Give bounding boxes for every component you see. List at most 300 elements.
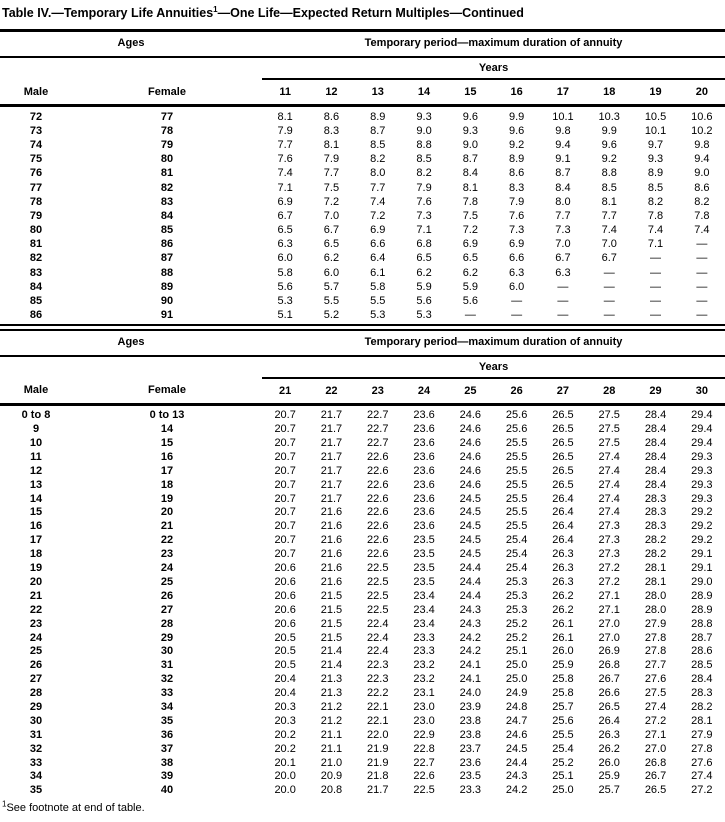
- multiple-value-cell: 8.8: [416, 138, 432, 151]
- multiple-value-cell: 8.1: [323, 138, 340, 151]
- age-row: [0, 106, 725, 125]
- multiple-value-cell: 6.0: [323, 266, 340, 279]
- multiple-value-cell: 28.1: [644, 575, 667, 588]
- multiple-value-cell: 26.9: [598, 645, 620, 658]
- multiple-value-cell: 20.7: [274, 423, 296, 436]
- multiple-value-cell: 22.4: [367, 631, 389, 644]
- age-row: [0, 450, 725, 464]
- multiple-value-cell: 21.7: [320, 409, 343, 422]
- period-group-header: Temporary period—maximum duration of annuity: [262, 31, 725, 58]
- multiple-value-cell: 5.3: [416, 309, 432, 322]
- multiple-value-cell: 8.2: [647, 195, 664, 208]
- age-row: [0, 576, 725, 590]
- multiple-value-cell: 22.5: [367, 575, 389, 588]
- multiple-value-cell: 28.4: [691, 673, 713, 686]
- multiple-value-cell: 10.2: [691, 124, 713, 137]
- female-age-cell: 80: [160, 153, 174, 166]
- multiple-value-cell: 20.6: [274, 603, 296, 616]
- age-row: [0, 238, 725, 252]
- multiple-value-cell: 20.7: [274, 492, 296, 505]
- multiple-value-cell: 24.9: [505, 687, 528, 700]
- multiple-value-cell: 24.4: [459, 562, 482, 575]
- multiple-value-cell: 22.6: [367, 478, 389, 491]
- annuity-table-years-11-20: [0, 29, 725, 323]
- multiple-value-cell: 21.6: [320, 575, 343, 588]
- multiple-value-cell: 9.4: [694, 153, 710, 166]
- multiple-value-cell: 8.4: [555, 181, 571, 194]
- multiple-value-cell: 26.1: [552, 617, 574, 630]
- multiple-value-cell: 25.2: [552, 756, 574, 769]
- multiple-value-cell: 27.1: [644, 728, 667, 741]
- age-row: [0, 756, 725, 770]
- age-row: [0, 464, 725, 478]
- male-age-cell: 35: [29, 784, 43, 797]
- year-column-header: 29: [632, 378, 678, 405]
- multiple-value-cell: 22.6: [367, 534, 389, 547]
- multiple-value-cell: 23.0: [413, 714, 435, 727]
- female-age-cell: 90: [160, 295, 174, 308]
- multiple-value-cell: 7.8: [462, 195, 478, 208]
- multiple-value-cell: 8.9: [370, 110, 386, 123]
- multiple-value-cell: 23.4: [413, 617, 435, 630]
- female-age-cell: 82: [160, 181, 174, 194]
- multiple-value-cell: 29.4: [691, 437, 713, 450]
- male-age-cell: 23: [29, 617, 43, 630]
- multiple-value-cell: 22.4: [367, 645, 389, 658]
- multiple-value-cell: —: [650, 280, 662, 293]
- multiple-value-cell: 26.7: [598, 673, 620, 686]
- female-age-cell: 86: [160, 238, 174, 251]
- multiple-value-cell: 22.1: [367, 714, 389, 727]
- multiple-value-cell: 27.3: [598, 520, 620, 533]
- female-age-cell: 78: [160, 124, 174, 137]
- multiple-value-cell: 27.9: [644, 617, 667, 630]
- table-body: [0, 106, 725, 323]
- multiple-value-cell: 8.2: [370, 153, 386, 166]
- multiple-value-cell: 23.2: [413, 673, 435, 686]
- multiple-value-cell: 26.5: [552, 450, 574, 463]
- multiple-value-cell: 27.4: [598, 506, 620, 519]
- multiple-value-cell: 28.4: [644, 437, 667, 450]
- multiple-value-cell: 26.2: [598, 742, 620, 755]
- multiple-value-cell: 26.5: [552, 464, 574, 477]
- multiple-value-cell: 22.4: [367, 617, 389, 630]
- multiple-value-cell: 7.7: [370, 181, 386, 194]
- multiple-value-cell: 29.1: [691, 548, 713, 561]
- multiple-value-cell: 7.7: [323, 167, 340, 180]
- multiple-value-cell: 8.6: [694, 181, 710, 194]
- multiple-value-cell: 20.7: [274, 409, 296, 422]
- multiple-value-cell: 5.5: [323, 295, 340, 308]
- multiple-value-cell: 8.2: [416, 167, 432, 180]
- multiple-value-cell: 21.9: [367, 742, 389, 755]
- multiple-value-cell: 5.3: [370, 309, 386, 322]
- multiple-value-cell: 9.4: [555, 138, 571, 151]
- female-age-cell: 19: [160, 492, 174, 505]
- multiple-value-cell: 6.3: [508, 266, 525, 279]
- multiple-value-cell: 20.9: [320, 770, 343, 783]
- multiple-value-cell: 24.4: [459, 589, 482, 602]
- age-row: [0, 603, 725, 617]
- multiple-value-cell: 27.4: [644, 700, 667, 713]
- multiple-value-cell: 8.2: [694, 195, 710, 208]
- multiple-value-cell: 23.5: [413, 575, 435, 588]
- column-header-row: [0, 378, 725, 405]
- table-title-main: Table IV.—Temporary Life Annuities: [2, 6, 214, 20]
- multiple-value-cell: 29.4: [691, 423, 713, 436]
- male-age-cell: 9: [32, 423, 40, 436]
- multiple-value-cell: 25.5: [505, 492, 528, 505]
- annuity-table-years-21-30: [0, 331, 725, 798]
- multiple-value-cell: 22.7: [413, 756, 435, 769]
- multiple-value-cell: 24.3: [505, 770, 528, 783]
- multiple-value-cell: 28.3: [691, 687, 713, 700]
- multiple-value-cell: 20.5: [274, 631, 296, 644]
- multiple-value-cell: 6.9: [462, 238, 478, 251]
- multiple-value-cell: 24.6: [459, 450, 482, 463]
- multiple-value-cell: 27.4: [598, 492, 620, 505]
- age-row: [0, 224, 725, 238]
- multiple-value-cell: 20.6: [274, 562, 296, 575]
- year-column-header: 22: [308, 378, 354, 405]
- multiple-value-cell: 22.5: [413, 784, 435, 797]
- year-column-header: 18: [586, 79, 632, 106]
- multiple-value-cell: 8.6: [508, 167, 525, 180]
- multiple-value-cell: 22.7: [367, 409, 389, 422]
- multiple-value-cell: 8.5: [370, 138, 386, 151]
- multiple-value-cell: 8.6: [323, 110, 340, 123]
- multiple-value-cell: 27.0: [598, 617, 620, 630]
- multiple-value-cell: 6.6: [370, 238, 386, 251]
- female-age-cell: 81: [160, 167, 174, 180]
- multiple-value-cell: 23.6: [413, 506, 435, 519]
- multiple-value-cell: 25.0: [505, 673, 528, 686]
- age-row: [0, 280, 725, 294]
- year-column-header: 23: [355, 378, 401, 405]
- male-age-cell: 10: [29, 437, 43, 450]
- multiple-value-cell: 25.5: [505, 520, 528, 533]
- multiple-value-cell: 6.2: [416, 266, 432, 279]
- age-row: [0, 252, 725, 266]
- multiple-value-cell: 20.1: [274, 756, 296, 769]
- multiple-value-cell: 6.2: [323, 252, 340, 265]
- footnote-marker: 1: [2, 799, 7, 809]
- multiple-value-cell: 6.5: [277, 224, 293, 237]
- years-header: Years: [262, 57, 725, 79]
- multiple-value-cell: 9.2: [601, 153, 617, 166]
- multiple-value-cell: 5.8: [277, 266, 293, 279]
- multiple-value-cell: 8.1: [277, 110, 293, 123]
- multiple-value-cell: 8.5: [601, 181, 617, 194]
- multiple-value-cell: —: [650, 266, 662, 279]
- multiple-value-cell: 9.6: [508, 124, 525, 137]
- multiple-value-cell: 27.6: [691, 756, 713, 769]
- multiple-value-cell: 26.7: [644, 770, 667, 783]
- multiple-value-cell: 28.0: [644, 603, 667, 616]
- male-age-cell: 13: [29, 478, 43, 491]
- multiple-value-cell: 21.0: [320, 756, 343, 769]
- male-age-cell: 77: [29, 181, 43, 194]
- male-column-header: Male: [0, 79, 72, 106]
- multiple-value-cell: 27.3: [598, 548, 620, 561]
- multiple-value-cell: 23.4: [413, 589, 435, 602]
- year-column-header: 17: [540, 79, 586, 106]
- multiple-value-cell: 7.7: [277, 138, 293, 151]
- multiple-value-cell: 23.5: [413, 534, 435, 547]
- multiple-value-cell: 25.0: [552, 784, 574, 797]
- multiple-value-cell: 26.2: [552, 589, 574, 602]
- multiple-value-cell: 27.2: [598, 562, 620, 575]
- female-age-cell: 24: [160, 562, 174, 575]
- multiple-value-cell: 24.6: [459, 464, 482, 477]
- multiple-value-cell: 9.0: [462, 138, 478, 151]
- multiple-value-cell: 26.0: [598, 756, 620, 769]
- female-age-cell: 83: [160, 195, 174, 208]
- male-age-cell: 24: [29, 631, 43, 644]
- multiple-value-cell: 10.1: [552, 110, 574, 123]
- period-group-header: Temporary period—maximum duration of annuity: [262, 331, 725, 356]
- multiple-value-cell: 29.0: [691, 575, 713, 588]
- multiple-value-cell: 21.1: [320, 728, 343, 741]
- year-column-header: 24: [401, 378, 447, 405]
- multiple-value-cell: 9.6: [601, 138, 617, 151]
- multiple-value-cell: 9.0: [694, 167, 710, 180]
- multiple-value-cell: 8.7: [370, 124, 386, 137]
- multiple-value-cell: 5.1: [277, 309, 293, 322]
- female-age-cell: 0 to 13: [149, 409, 185, 422]
- age-row: [0, 701, 725, 715]
- multiple-value-cell: 23.6: [459, 756, 482, 769]
- multiple-value-cell: 22.5: [367, 562, 389, 575]
- multiple-value-cell: 22.1: [367, 700, 389, 713]
- multiple-value-cell: 21.6: [320, 506, 343, 519]
- age-row: [0, 266, 725, 280]
- multiple-value-cell: 26.4: [552, 534, 574, 547]
- multiple-value-cell: 24.2: [505, 784, 528, 797]
- multiple-value-cell: 23.5: [413, 562, 435, 575]
- multiple-value-cell: 25.5: [505, 478, 528, 491]
- multiple-value-cell: 6.9: [277, 195, 293, 208]
- multiple-value-cell: 28.3: [644, 520, 667, 533]
- multiple-value-cell: 25.4: [505, 534, 528, 547]
- multiple-value-cell: 6.7: [601, 252, 617, 265]
- year-column-header: 11: [262, 79, 308, 106]
- multiple-value-cell: 24.5: [505, 742, 528, 755]
- multiple-value-cell: 28.2: [644, 548, 667, 561]
- male-age-cell: 27: [29, 673, 43, 686]
- multiple-value-cell: 6.9: [370, 224, 386, 237]
- multiple-value-cell: 29.2: [691, 534, 713, 547]
- age-row: [0, 784, 725, 798]
- multiple-value-cell: 8.4: [462, 167, 478, 180]
- multiple-value-cell: 29.2: [691, 520, 713, 533]
- multiple-value-cell: 26.4: [552, 506, 574, 519]
- multiple-value-cell: 6.7: [277, 209, 293, 222]
- male-age-cell: 22: [29, 603, 43, 616]
- multiple-value-cell: 20.3: [274, 714, 296, 727]
- multiple-value-cell: 24.6: [459, 409, 482, 422]
- multiple-value-cell: 29.3: [691, 492, 713, 505]
- multiple-value-cell: 7.1: [277, 181, 293, 194]
- multiple-value-cell: 9.8: [694, 138, 710, 151]
- multiple-value-cell: —: [696, 295, 708, 308]
- multiple-value-cell: 24.4: [505, 756, 528, 769]
- multiple-value-cell: —: [557, 280, 569, 293]
- multiple-value-cell: 20.5: [274, 645, 296, 658]
- multiple-value-cell: 27.8: [644, 631, 667, 644]
- multiple-value-cell: 25.6: [505, 409, 528, 422]
- multiple-value-cell: 7.7: [601, 209, 617, 222]
- multiple-value-cell: 21.3: [320, 673, 343, 686]
- female-age-cell: 85: [160, 224, 174, 237]
- male-age-cell: 20: [29, 575, 43, 588]
- multiple-value-cell: 27.8: [691, 742, 713, 755]
- multiple-value-cell: 23.9: [459, 700, 482, 713]
- age-row: [0, 167, 725, 181]
- multiple-value-cell: 23.8: [459, 714, 482, 727]
- multiple-value-cell: —: [696, 252, 708, 265]
- multiple-value-cell: 20.4: [274, 687, 296, 700]
- multiple-value-cell: 7.4: [277, 167, 293, 180]
- female-age-cell: 17: [160, 464, 174, 477]
- multiple-value-cell: 28.5: [691, 659, 713, 672]
- multiple-value-cell: 24.6: [459, 478, 482, 491]
- multiple-value-cell: 7.4: [647, 224, 664, 237]
- multiple-value-cell: 7.2: [462, 224, 478, 237]
- multiple-value-cell: 22.8: [413, 742, 435, 755]
- multiple-value-cell: 22.2: [367, 687, 389, 700]
- multiple-value-cell: 24.3: [459, 603, 482, 616]
- table-body: [0, 404, 725, 797]
- male-age-cell: 84: [29, 280, 43, 293]
- multiple-value-cell: 25.2: [505, 617, 528, 630]
- multiple-value-cell: 8.9: [647, 167, 664, 180]
- male-age-cell: 72: [29, 110, 43, 123]
- multiple-value-cell: 24.1: [459, 659, 482, 672]
- multiple-value-cell: 25.5: [505, 437, 528, 450]
- male-age-cell: 0 to 8: [21, 409, 51, 422]
- multiple-value-cell: 24.6: [459, 423, 482, 436]
- multiple-value-cell: 24.5: [459, 520, 482, 533]
- multiple-value-cell: 22.6: [367, 450, 389, 463]
- male-age-cell: 15: [29, 506, 43, 519]
- multiple-value-cell: 26.1: [552, 631, 574, 644]
- multiple-value-cell: 23.8: [459, 728, 482, 741]
- multiple-value-cell: 25.7: [598, 784, 620, 797]
- male-age-cell: 12: [29, 464, 43, 477]
- multiple-value-cell: 28.1: [691, 714, 713, 727]
- year-column-header: 20: [679, 79, 725, 106]
- female-age-cell: 34: [160, 700, 174, 713]
- age-row: [0, 492, 725, 506]
- multiple-value-cell: 26.5: [552, 437, 574, 450]
- multiple-value-cell: 21.6: [320, 534, 343, 547]
- male-age-cell: 73: [29, 124, 43, 137]
- female-age-cell: 36: [160, 728, 174, 741]
- multiple-value-cell: 21.7: [320, 492, 343, 505]
- multiple-value-cell: —: [511, 309, 523, 322]
- multiple-value-cell: 29.3: [691, 450, 713, 463]
- multiple-value-cell: 21.7: [320, 464, 343, 477]
- multiple-value-cell: 20.0: [274, 770, 296, 783]
- multiple-value-cell: —: [464, 309, 476, 322]
- footnote-text: See footnote at end of table.: [6, 801, 145, 814]
- multiple-value-cell: 25.3: [505, 603, 528, 616]
- multiple-value-cell: 7.8: [694, 209, 710, 222]
- multiple-value-cell: 26.3: [552, 562, 574, 575]
- multiple-value-cell: 24.1: [459, 673, 482, 686]
- year-column-header: 25: [447, 378, 493, 405]
- years-header-row: [0, 57, 725, 79]
- multiple-value-cell: 5.6: [416, 295, 432, 308]
- years-header: Years: [262, 356, 725, 378]
- age-row: [0, 645, 725, 659]
- multiple-value-cell: 27.1: [598, 603, 620, 616]
- age-row: [0, 506, 725, 520]
- multiple-value-cell: 27.0: [598, 631, 620, 644]
- multiple-value-cell: —: [603, 309, 615, 322]
- multiple-value-cell: 26.8: [644, 756, 667, 769]
- multiple-value-cell: 6.5: [462, 252, 478, 265]
- multiple-value-cell: 24.3: [459, 617, 482, 630]
- male-age-cell: 86: [29, 309, 43, 322]
- age-row: [0, 673, 725, 687]
- multiple-value-cell: 6.5: [323, 238, 340, 251]
- multiple-value-cell: 25.7: [552, 700, 574, 713]
- table-title-rest: —One Life—Expected Return Multiples—Continued: [217, 6, 524, 20]
- multiple-value-cell: 21.6: [320, 562, 343, 575]
- multiple-value-cell: 9.3: [416, 110, 432, 123]
- multiple-value-cell: 7.2: [370, 209, 386, 222]
- multiple-value-cell: 24.6: [459, 437, 482, 450]
- multiple-value-cell: 27.5: [598, 423, 620, 436]
- year-column-header: 15: [447, 79, 493, 106]
- multiple-value-cell: 7.5: [462, 209, 478, 222]
- female-age-cell: 27: [160, 603, 174, 616]
- multiple-value-cell: 6.3: [555, 266, 571, 279]
- male-age-cell: 18: [29, 548, 43, 561]
- multiple-value-cell: 8.5: [647, 181, 664, 194]
- multiple-value-cell: 7.6: [508, 209, 525, 222]
- multiple-value-cell: —: [603, 295, 615, 308]
- female-age-cell: 32: [160, 673, 174, 686]
- multiple-value-cell: 25.5: [505, 464, 528, 477]
- female-age-cell: 26: [160, 589, 174, 602]
- multiple-value-cell: 20.2: [274, 742, 296, 755]
- multiple-value-cell: 26.5: [598, 700, 620, 713]
- multiple-value-cell: 21.8: [367, 770, 389, 783]
- female-age-cell: 33: [160, 687, 174, 700]
- multiple-value-cell: 26.0: [552, 645, 574, 658]
- multiple-value-cell: 21.2: [320, 714, 343, 727]
- age-row: [0, 589, 725, 603]
- multiple-value-cell: 23.5: [459, 770, 482, 783]
- multiple-value-cell: 9.2: [508, 138, 525, 151]
- multiple-value-cell: 25.6: [505, 423, 528, 436]
- year-column-header: 27: [540, 378, 586, 405]
- multiple-value-cell: 24.7: [505, 714, 528, 727]
- multiple-value-cell: 7.4: [370, 195, 386, 208]
- multiple-value-cell: 21.5: [320, 589, 343, 602]
- multiple-value-cell: 5.2: [323, 309, 340, 322]
- age-row: [0, 124, 725, 138]
- multiple-value-cell: 9.8: [555, 124, 571, 137]
- female-age-cell: 39: [160, 770, 174, 783]
- multiple-value-cell: 6.2: [462, 266, 478, 279]
- years-header-row: [0, 356, 725, 378]
- age-row: [0, 728, 725, 742]
- multiple-value-cell: 8.3: [508, 181, 525, 194]
